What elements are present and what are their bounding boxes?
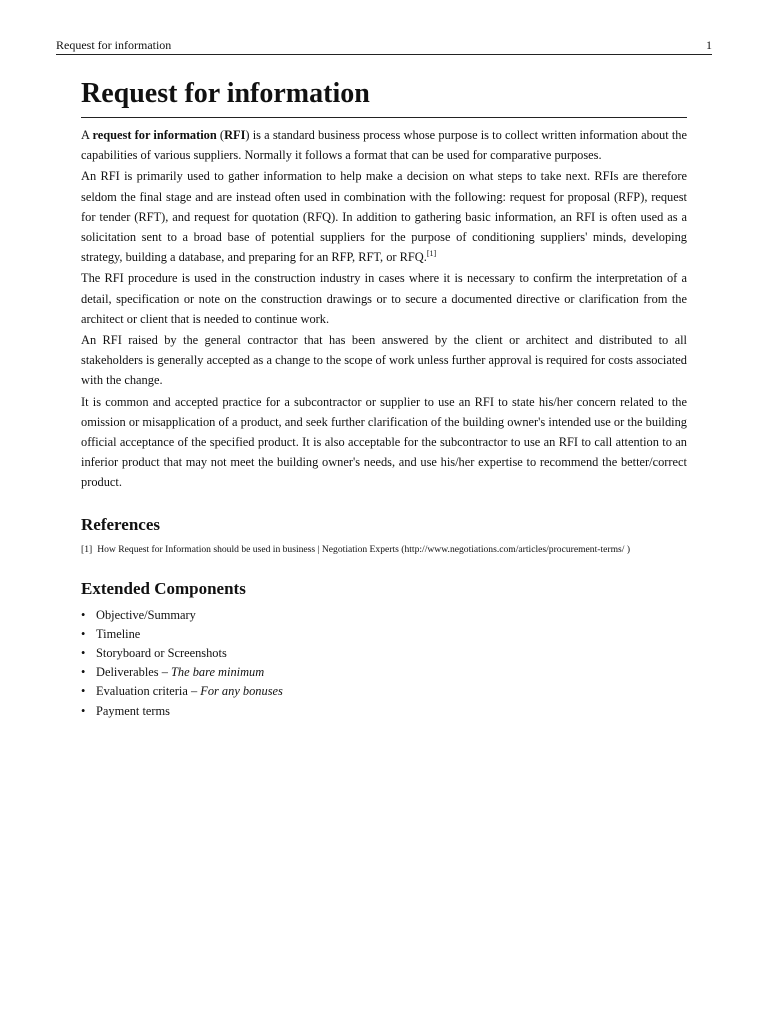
list-item <box>81 702 687 721</box>
paragraph-purpose-text: An RFI is primarily used to gather information to help make a decision on what steps to take next. RFIs are therefore seldom the final stage and are instead often used in combination with the following: request for proposal (RFP), request for tender (RFT), and request for quotation (RFQ). In addition to gathering basic information, an RFI is often used as a solicitation sent to a broad base of potential suppliers for the purpose of conditioning suppliers' minds, developing strategy, building a database, and preparing for an RFP, RFT, or RFQ. <box>81 169 687 265</box>
paragraph-purpose <box>81 166 687 267</box>
intro-open-paren: ( <box>216 128 225 142</box>
list-item-label: Storyboard or Screenshots <box>96 646 227 661</box>
bullet-icon: • <box>81 646 86 661</box>
list-item-separator: – <box>158 665 172 680</box>
list-item-label: Evaluation criteria <box>96 684 188 699</box>
intro-start: A <box>81 128 93 142</box>
running-header-title: Request for information <box>56 38 172 52</box>
running-header <box>56 38 712 55</box>
list-item-note: The bare minimum <box>171 665 265 680</box>
list-item-label: Objective/Summary <box>96 607 196 622</box>
paragraph-contractor: An RFI raised by the general contractor that has been answered by the client or architect and distributed to all stakeholders is generally accepted as a change to the scope of work unless further approval is required for costs associated with the change. <box>81 333 687 388</box>
intro-rest: ) is a standard business process whose purpose is to collect written information about the capabilities of various suppliers. Normally it follows a format that can be used for comparative purposes. <box>81 128 687 163</box>
intro-paragraph <box>81 125 687 165</box>
extended-components-list <box>81 606 687 721</box>
paragraph-construction: The RFI procedure is used in the construction industry in cases where it is necessary to confirm the interpretation of a detail, specification or note on the construction drawings or to secure a documented directive or clarification from the architect or client that is needed to continue work. <box>81 271 687 326</box>
list-item-label: Deliverables <box>96 665 159 680</box>
citation-link[interactable]: [1] <box>426 249 437 259</box>
article-body <box>81 76 687 721</box>
page-number: 1 <box>706 38 712 52</box>
list-item <box>81 663 687 682</box>
list-item <box>81 682 687 701</box>
list-item <box>81 625 687 644</box>
list-item-label: Payment terms <box>96 703 170 718</box>
extended-components-heading: Extended Components <box>81 578 246 598</box>
references-heading: References <box>81 514 160 534</box>
list-item-note: For any bonuses <box>200 684 283 699</box>
bullet-icon: • <box>81 684 86 699</box>
reference-item <box>81 542 687 557</box>
list-item-separator: – <box>187 684 201 699</box>
bullet-icon: • <box>81 626 86 641</box>
list-item <box>81 644 687 663</box>
list-item <box>81 606 687 625</box>
references-list <box>81 542 687 557</box>
page-title: Request for information <box>81 76 687 118</box>
intro-term: request for information <box>92 128 217 142</box>
bullet-icon: • <box>81 665 86 680</box>
intro-abbr: RFI <box>224 128 246 142</box>
paragraph-subcontractor: It is common and accepted practice for a subcontractor or supplier to use an RFI to state his/her concern related to the omission or misapplication of a product, and seek further clarification of the building owner's intended use or the building official acceptance of the specified product. It is also acceptable for the subcontractor to use an RFI to call attention to an inferior product that may not meet the building owner's needs, and use his/her expertise to recommend the better/correct product. <box>81 394 687 490</box>
bullet-icon: • <box>81 607 86 622</box>
list-item-label: Timeline <box>96 626 141 641</box>
reference-link[interactable]: How Request for Information should be used in business | Negotiation Experts (http://www.negotiations.com/articles/procurement-terms/ ) <box>97 543 631 555</box>
bullet-icon: • <box>81 703 86 718</box>
reference-number: [1] <box>81 543 93 555</box>
